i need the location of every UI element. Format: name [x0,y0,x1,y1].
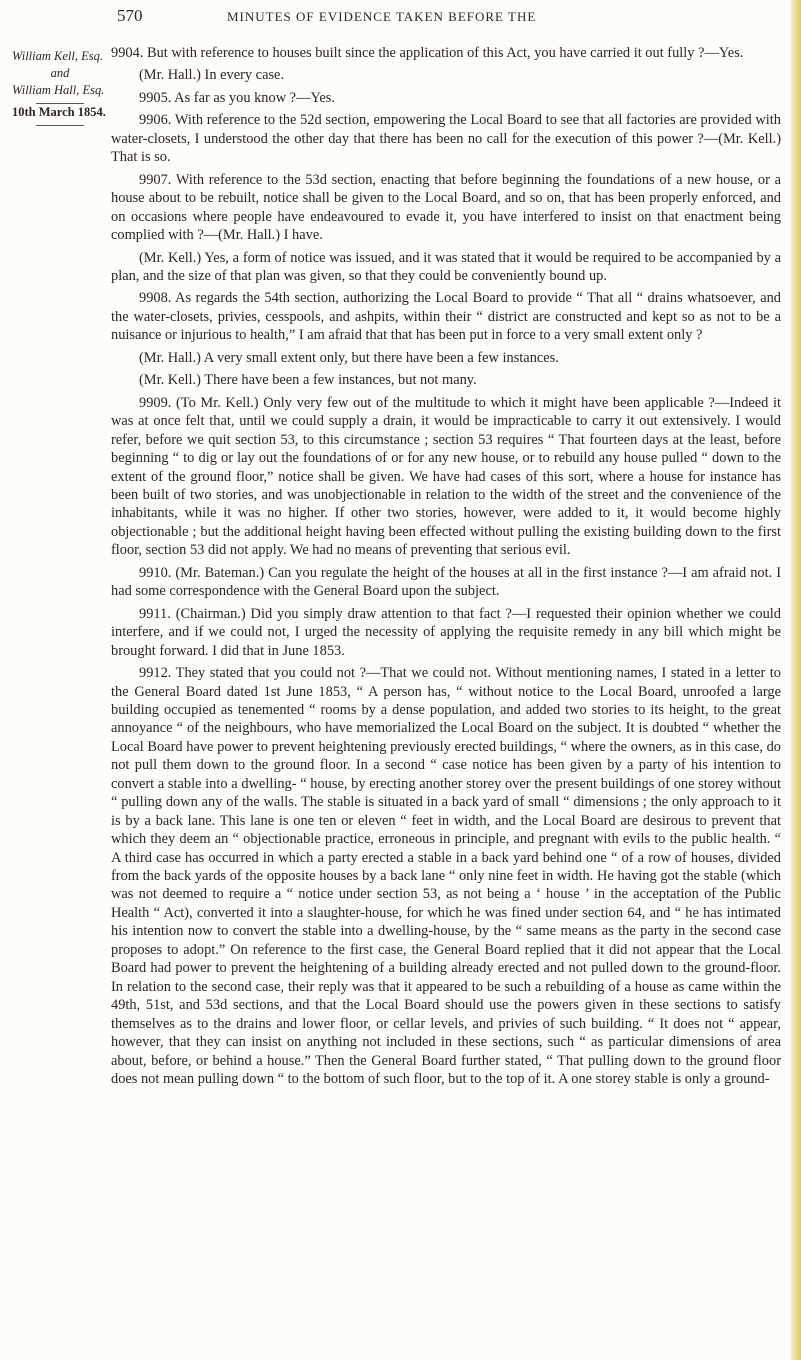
paragraph-kell-instances: (Mr. Kell.) There have been a few instances, but not many. [139,372,477,389]
margin-notes [12,48,108,126]
minutes-body [111,44,781,1092]
paragraph-9909: 9909. (To Mr. Kell.) Only very few out of the multitude to which it might have been applicable ?—Indeed it was at once felt that, until we could supply a drain, it would be impracticable to carry it out extensively. I would refer, before we quit section 53, to this circumstance ; section 53 requires “ That fourteen days at the least, before beginning “ to dig or lay out the foundations of or for any new house, or to rebuild any house pulled “ down to the extent of the ground floor,” notice shall be given. We have had cases of this sort, where a house for instance has been built of two stories, and was unobjectionable in relation to the width of the street and the convenience of the inhabitants, while it was no higher. If other two stories, however, were added to it, it would become highly objectionable ; but the additional height having been effected without pulling the existing building down to the first floor, section 53 did not apply. We had no means of preventing that serious evil. [111,394,781,559]
page-header [0,6,801,30]
margin-rule-lower [36,125,84,126]
paragraph-9911: 9911. (Chairman.) Did you simply draw attention to that fact ?—I requested their opinion whether we could interfere, and if we could not, I urged the necessity of applying the requisite remedy in any bill which might be brought forward. I did that in June 1853. [111,605,781,659]
witness-name-2: William Hall, Esq. [12,83,105,97]
page-edge [791,0,801,1360]
witness-conjunction: and [50,66,70,80]
paragraph-kell-notice: (Mr. Kell.) Yes, a form of notice was issued, and it was stated that it would be required to be accompanied by a plan, and the size of that plan was given, so that they could be conveniently bound up. [111,249,781,284]
running-head: MINUTES OF EVIDENCE TAKEN BEFORE THE [227,9,537,24]
page-number: 570 [117,6,143,25]
paragraph-9907: 9907. With reference to the 53d section, enacting that before beginning the foundations of a new house, or a house about to be rebuilt, notice shall be given to the Local Board, and so on, that has been properly enforced, and on occasions where people have endeavoured to evade it, you have interfered to insist on that enactment being complied with ?—(Mr. Hall.) I have. [111,171,781,244]
paragraph-9906: 9906. With reference to the 52d section, empowering the Local Board to see that all factories are provided with water-closets, I understood the other day that there has been no call for the execution of this power ?—(Mr. Kell.) That is so. [111,112,781,166]
paragraph-9912: 9912. They stated that you could not ?—That we could not. Without mentioning names, I stated in a letter to the General Board dated 1st June 1853, “ A person has, “ without notice to the Local Board, unroofed a large building occupied as tenemented “ rooms by a dense population, and added two stories to its height, to the great annoyance “ of the neighbours, who have memorialized the Local Board on the subject. It is doubted “ whether the Local Board have power to prevent heightening previously erected buildings, “ where the owners, as in this case, do not pull them down to the ground floor. In a second “ case notice has been given by a party of his intention to convert a stable into a dwelling- “ house, by erecting another storey over the present buildings of one storey without “ pulling down any of the walls. The stable is situated in a back yard of small “ dimensions ; the only approach to it is by a back lane. This lane is one ten or eleven “ feet in width, and the Local Board are desirous to prevent that which they deem an “ objectionable practice, erroneous in principle, and pregnant with evils to the public health. “ A third case has occurred in which a party erected a stable in a back yard behind one “ of a row of houses, divided from the back yards of the opposite houses by a back lane “ only nine feet in width. He having got the stable (which was not deemed to require a “ notice under section 53, as not being a ‘ house ’ in the acceptation of the Public Health “ Act), converted it into a slaughter-house, for which he was fined under section 64, and “ he has intimated his intention now to convert the stable into a dwelling-house, by the “ same means as the party in the second case proposes to adopt.” On reference to the first case, the General Board replied that it did not appear that the Local Board had power to prevent the heightening of a building already erected and not pulled down to the ground-floor. In relation to the second case, their reply was that it appeared to be such a rebuilding of a house as came within the 49th, 51st, and 53d sections, and that the Local Board should use the powers given in these sections to satisfy themselves as to the drains and lower floor, or cellar levels, and privies of such building. “ It does not “ appear, however, that they can insist on anything not included in these sections, such “ as particular dimensions of area about, before, or behind a house.” Then the General Board further stated, “ That pulling down to the ground floor does not mean pulling down “ to the bottom of such floor, but to the top of it. A one storey stable is only a ground- [111,665,781,1088]
evidence-date: 10th March 1854. [12,105,106,119]
paragraph-9908: 9908. As regards the 54th section, authorizing the Local Board to provide “ That all “ drains whatsoever, and the water-closets, privies, cesspools, and ashpits, within their “ district are constructed and kept so as not to be a nuisance or injurious to health,” I am afraid that that has been put in force to a very small extent only ? [111,290,781,344]
paragraph-9905: 9905. As far as you know ?—Yes. [139,89,336,106]
paragraph-9910: 9910. (Mr. Bateman.) Can you regulate the height of the houses at all in the first instance ?—I am afraid not. I had some correspondence with the General Board upon the subject. [111,564,781,600]
paragraph-hall-extent: (Mr. Hall.) A very small extent only, but there have been a few instances. [139,349,559,366]
paragraph-9904: 9904. But with reference to houses built since the application of this Act, you have carried it out fully ?—Yes. [111,45,744,61]
witness-name-1: William Kell, Esq. [12,49,103,63]
paragraph-hall-reply: (Mr. Hall.) In every case. [139,67,285,84]
